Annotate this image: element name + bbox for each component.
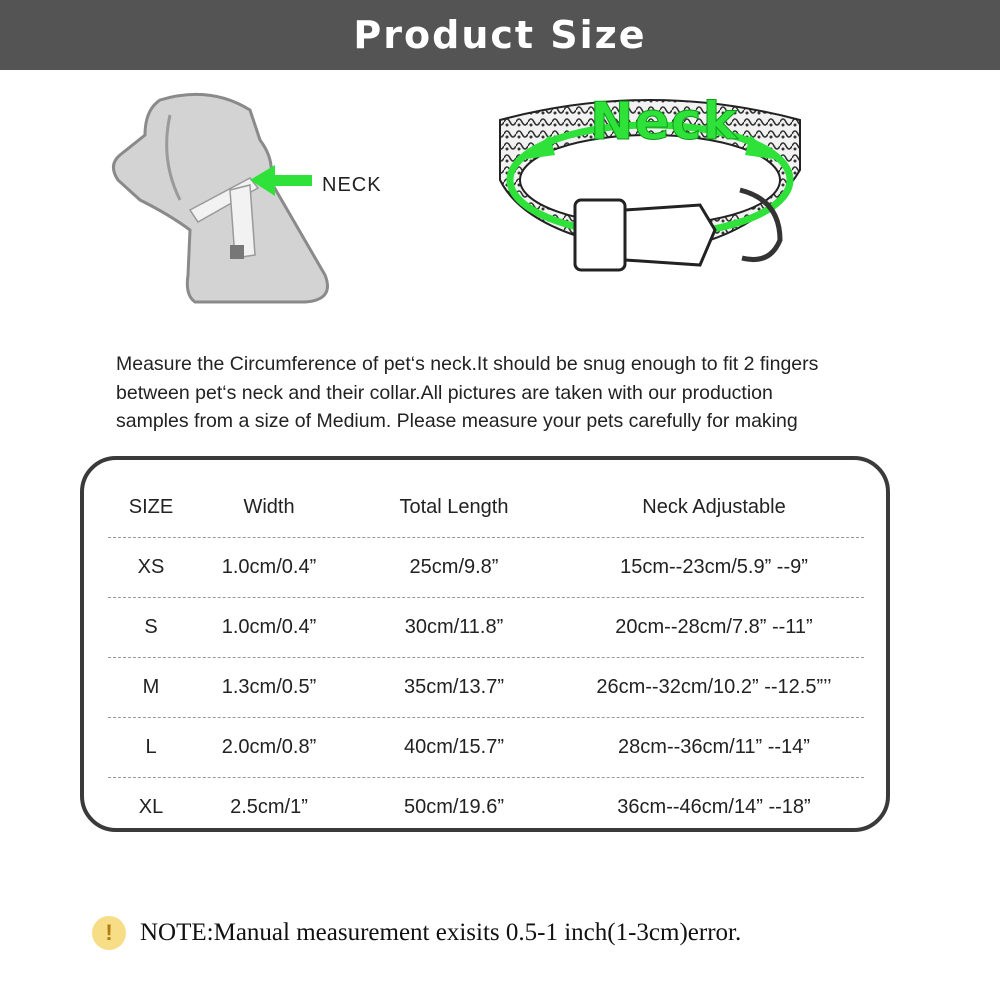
cell-size: S: [144, 615, 158, 638]
table-row: [108, 597, 864, 658]
table-header-row: [108, 477, 864, 538]
column-header-width: Width: [243, 495, 295, 518]
cell-width: 1.0cm/0.4”: [221, 555, 317, 578]
cell-size: M: [142, 675, 160, 698]
cell-neck-adjustable: 20cm--28cm/7.8” --11”: [615, 615, 813, 638]
column-header-neck-adjustable: Neck Adjustable: [642, 495, 786, 518]
collar-neck-label: Neck: [590, 92, 739, 152]
cell-neck-adjustable: 36cm--46cm/14” --18”: [617, 795, 811, 818]
table-row: [108, 537, 864, 598]
cell-size: XL: [138, 795, 164, 818]
page-title: Product Size: [353, 13, 647, 57]
cell-total-length: 35cm/13.7”: [403, 675, 505, 698]
exclamation-icon: !: [92, 916, 126, 950]
cell-total-length: 30cm/11.8”: [404, 615, 504, 638]
cell-size: L: [145, 735, 157, 758]
cell-width: 1.0cm/0.4”: [221, 615, 317, 638]
column-header-size: SIZE: [128, 495, 174, 518]
header-bar: [0, 0, 1000, 70]
cell-neck-adjustable: 26cm--32cm/10.2” --12.5”’’: [596, 675, 832, 698]
size-table: [80, 456, 890, 832]
measurement-description: [116, 350, 876, 436]
column-header-total-length: Total Length: [399, 495, 509, 518]
note: [92, 916, 741, 950]
cell-neck-adjustable: 28cm--36cm/11” --14”: [618, 735, 810, 758]
cell-total-length: 50cm/19.6”: [403, 795, 505, 818]
description-line: between pet‘s neck and their collar.All pictures are taken with our production: [116, 381, 773, 404]
cell-neck-adjustable: 15cm--23cm/5.9” --9”: [620, 555, 808, 578]
table-row: [108, 717, 864, 778]
tape-clip: [230, 245, 244, 259]
table-row: [108, 657, 864, 718]
cell-width: 2.5cm/1”: [230, 795, 308, 818]
buckle-male: [625, 205, 715, 265]
cell-total-length: 25cm/9.8”: [409, 555, 499, 578]
description-line: Measure the Circumference of pet‘s neck.It should be snug enough to fit 2 fingers: [116, 353, 819, 375]
buckle-female: [575, 200, 625, 270]
table-row: [108, 777, 864, 837]
cell-width: 2.0cm/0.8”: [221, 735, 317, 758]
cell-width: 1.3cm/0.5”: [221, 675, 317, 698]
description-line: samples from a size of Medium. Please measure your pets carefully for making: [116, 410, 798, 432]
cell-size: XS: [137, 555, 165, 578]
cell-total-length: 40cm/15.7”: [403, 735, 505, 758]
note-text: NOTE:Manual measurement exisits 0.5-1 inch(1-3cm)error.: [140, 919, 742, 946]
dog-neck-label: NECK: [322, 174, 382, 196]
dog-neck-illustration: [100, 80, 440, 320]
